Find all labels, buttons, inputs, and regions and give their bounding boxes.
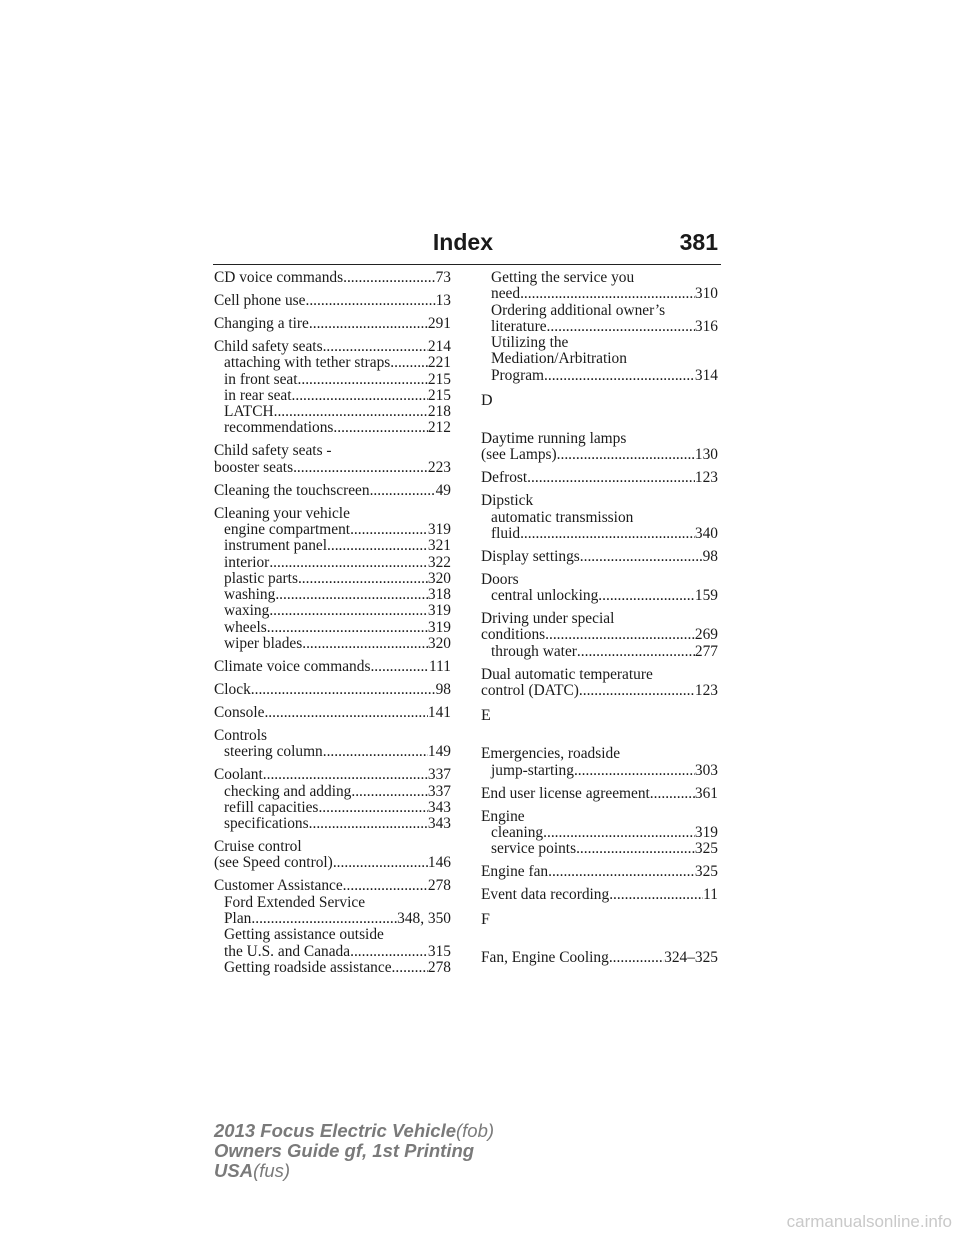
entry-text: Getting the service you [491,269,635,286]
dot-leader [274,404,428,420]
page-reference: 321 [427,537,451,555]
entry-text: Utilizing the [491,334,569,352]
index-entry [214,682,451,698]
page-reference: 212 [427,419,451,437]
index-line [214,839,451,855]
page-reference: 325 [694,840,718,858]
page-reference: 319 [694,823,718,841]
dot-leader [309,316,428,332]
index-line [481,627,718,643]
entry-text: Getting assistance outside [224,926,384,944]
entry-text: Cruise control [214,838,302,856]
page-reference: 337 [427,782,451,800]
index-entry [481,746,718,779]
index-subentry [214,372,451,388]
entry-text: engine compartment [224,520,351,538]
index-entry [481,950,718,966]
section-letter: E [481,707,491,725]
index-line [481,549,718,565]
page-reference: 343 [427,815,451,833]
page-reference: 319 [427,602,451,620]
index-subentry [481,286,718,302]
dot-leader [333,855,428,871]
page-reference: 278 [427,877,451,895]
dot-leader [576,841,695,857]
page-reference: 123 [694,682,718,700]
entry-text: wiper blades [224,635,303,653]
index-subentry [214,800,451,816]
dot-leader [305,293,435,309]
dot-leader [302,636,428,652]
entry-text: Fan, Engine Cooling [481,949,609,967]
index-entry [481,786,718,802]
index-line [481,864,718,880]
dot-leader [579,683,695,699]
dot-leader [275,587,428,603]
index-line [214,878,451,894]
entry-text: Getting roadside assistance [224,958,392,976]
index-subentry [214,538,451,554]
index-subentry [214,816,451,832]
entry-text: Program [491,366,545,384]
index-entry [214,705,451,721]
page-reference: 320 [427,635,451,653]
dot-leader [598,588,695,604]
index-subentry [481,368,718,384]
page-reference: 315 [427,942,451,960]
index-entry [481,809,718,858]
page-reference: 13 [435,291,451,309]
index-line [214,339,451,355]
index-line [481,887,718,903]
index-subentry [481,335,718,351]
dot-leader [545,627,695,643]
page-reference: 348, 350 [397,910,451,928]
entry-text: Child safety seats - [214,442,332,460]
index-line [214,483,451,499]
page-reference: 215 [427,370,451,388]
page-reference: 123 [694,469,718,487]
entry-text: Emergencies, roadside [481,745,621,763]
page-reference: 149 [427,743,451,761]
dot-leader [370,483,436,499]
index-column-right [481,270,718,973]
dot-leader [548,864,695,880]
index-entry [214,483,451,499]
dot-leader [251,911,397,927]
index-line [481,950,718,966]
dot-leader [650,786,695,802]
dot-leader [350,522,428,538]
page-title: Index [432,229,493,255]
dot-leader [609,887,703,903]
entry-text: Climate voice commands [214,658,371,676]
entry-text: through water [491,642,577,660]
entry-text: checking and adding [224,782,352,800]
index-line [481,683,718,699]
entry-text: service points [491,840,577,858]
page-number: 381 [679,229,718,255]
index-line [214,659,451,675]
index-line [481,447,718,463]
index-subentry [481,841,718,857]
page-reference: 325 [694,863,718,881]
section-letter: F [481,911,490,929]
dot-leader [577,644,695,660]
index-line [481,667,718,683]
entry-text: End user license agreement [481,784,650,802]
footer-model: 2013 Focus Electric Vehicle [214,1120,456,1141]
page-reference: 11 [703,886,718,904]
index-subentry [214,603,451,619]
entry-text: Ford Extended Service [224,893,366,911]
index-entry [214,316,451,332]
index-line [481,786,718,802]
index-subentry [214,911,451,927]
entry-text: Defrost [481,469,528,487]
dot-leader [370,659,429,675]
index-line [214,293,451,309]
footer-printing: Owners Guide gf, 1st Printing [214,1140,475,1161]
index-subentry [481,303,718,319]
index-entry [481,431,718,464]
entry-text: attaching with tether straps [224,354,391,372]
page-reference: 278 [427,958,451,976]
entry-text: Mediation/Arbitration [491,350,627,368]
entry-text: literature [491,317,547,335]
entry-text: Coolant [214,766,263,784]
entry-text: specifications [224,815,309,833]
page-reference: 141 [427,704,451,722]
dot-leader [293,460,428,476]
entry-text: Daytime running lamps [481,430,627,448]
index-subentry [481,510,718,526]
entry-text: Cleaning your vehicle [214,504,350,522]
index-subentry [214,571,451,587]
index-entry [481,611,718,660]
entry-text: Controls [214,727,268,744]
index-subentry [481,270,718,286]
index-subentry [481,526,718,542]
index-entry [214,878,451,976]
entry-text: Ordering additional owner’s [491,301,666,319]
dot-leader [333,420,427,436]
entry-text: Customer Assistance [214,877,343,895]
document-footer [214,1121,494,1181]
page-reference: 223 [427,458,451,476]
index-subentry [214,522,451,538]
page-reference: 319 [427,520,451,538]
page-reference: 218 [427,403,451,421]
entry-text: booster seats [214,458,294,476]
page-reference: 73 [435,269,451,286]
index-line [214,506,451,522]
entry-text: steering column [224,743,323,761]
page-reference: 221 [427,354,451,372]
page-reference: 310 [694,285,718,303]
index-subentry [481,825,718,841]
index-entry [481,270,718,384]
index-entry [214,659,451,675]
entry-text: wheels [224,618,267,636]
index-entry [481,549,718,565]
entry-text: fluid [491,524,521,542]
page-reference: 361 [694,784,718,802]
watermark: carmanualsonline.info [786,1212,952,1231]
entry-text: Dual automatic temperature [481,665,653,683]
dot-leader [263,767,428,783]
entry-text: Doors [481,570,519,588]
entry-text: Dipstick [481,492,534,510]
entry-text: (see Speed control) [214,854,333,872]
index-line [481,470,718,486]
index-entry [214,339,451,437]
index-subentry [481,763,718,779]
dot-leader [269,603,428,619]
index-line [214,767,451,783]
index-subentry [214,388,451,404]
entry-text: Engine fan [481,863,549,881]
entry-text: in front seat [224,370,298,388]
entry-text: central unlocking [491,587,599,605]
index-line [214,316,451,332]
page-reference: 303 [694,761,718,779]
page-reference: 111 [429,658,451,676]
dot-leader [267,620,428,636]
index-line [214,682,451,698]
index-entry [481,864,718,880]
index-line [481,611,718,627]
index-column-left [214,270,451,983]
page-reference: 318 [427,586,451,604]
index-subentry [214,784,451,800]
dot-leader [318,800,427,816]
entry-text: Engine [481,807,525,825]
page-header [213,228,721,265]
index-subentry [214,420,451,436]
entry-text: CD voice commands [214,269,344,286]
dot-leader [580,549,703,565]
footer-model-code: (fob) [456,1120,495,1141]
index-entry [481,572,718,605]
index-line [214,728,451,744]
dot-leader [309,816,428,832]
dot-leader [264,705,427,721]
footer-line-3 [214,1161,494,1181]
page-reference: 215 [427,386,451,404]
entry-text: need [491,285,521,303]
index-subentry [214,927,451,943]
entry-text: Changing a tire [214,314,309,332]
page-reference: 277 [694,642,718,660]
index-subentry [214,355,451,371]
page-reference: 316 [694,317,718,335]
index-entry [214,839,451,872]
dot-leader [547,319,695,335]
index-subentry [214,587,451,603]
dot-leader [327,538,428,554]
entry-text: washing [224,586,276,604]
index-entry [481,887,718,903]
index-entry [214,270,451,286]
page-reference: 322 [427,553,451,571]
dot-leader [350,944,428,960]
page-reference: 98 [435,681,451,699]
entry-text: cleaning [491,823,544,841]
index-line [214,270,451,286]
dot-leader [527,470,695,486]
entry-text: interior [224,553,270,571]
entry-text: conditions [481,626,546,644]
entry-text: instrument panel [224,537,328,555]
entry-text: Child safety seats [214,337,323,355]
dot-leader [343,270,436,286]
dot-leader [543,825,695,841]
page-reference: 214 [427,337,451,355]
page-reference: 146 [427,854,451,872]
index-subentry [214,404,451,420]
index-subentry [214,744,451,760]
index-subentry [214,620,451,636]
dot-leader [574,763,695,779]
index-subentry [481,588,718,604]
entry-text: (see Lamps) [481,446,557,464]
index-subentry [214,555,451,571]
dot-leader [392,960,428,976]
index-entry [481,667,718,700]
entry-text: LATCH [224,403,274,421]
dot-leader [343,878,428,894]
entry-text: control (DATC) [481,682,579,700]
dot-leader [298,372,428,388]
index-entry [481,493,718,542]
index-subentry [214,960,451,976]
index-line [481,809,718,825]
dot-leader [251,682,436,698]
entry-text: Clock [214,681,251,699]
page-reference: 337 [427,766,451,784]
footer-market: USA [214,1160,254,1181]
page-reference: 49 [435,481,451,499]
page-reference: 320 [427,569,451,587]
index-line [481,572,718,588]
entry-text: recommendations [224,419,334,437]
dot-leader [520,286,695,302]
dot-leader [323,744,428,760]
dot-leader [298,571,428,587]
dot-leader [557,447,695,463]
index-entry [214,506,451,653]
entry-text: Event data recording [481,886,610,904]
section-letter: D [481,392,493,410]
dot-leader [292,388,428,404]
page-reference: 159 [694,587,718,605]
page-reference: 314 [694,366,718,384]
entry-text: refill capacities [224,798,319,816]
dot-leader [520,526,695,542]
page-reference: 98 [702,547,718,565]
page-reference: 324–325 [664,949,718,967]
dot-leader [351,784,428,800]
entry-text: Cleaning the touchscreen [214,481,370,499]
dot-leader [323,339,428,355]
index-line [481,431,718,447]
index-subentry [214,944,451,960]
entry-text: Console [214,704,265,722]
index-subentry [481,351,718,367]
dot-leader [544,368,695,384]
entry-text: Cell phone use [214,291,306,309]
index-subentry [214,895,451,911]
dot-leader [609,950,664,966]
dot-leader [390,355,428,371]
index-line [481,746,718,762]
page-reference: 130 [694,446,718,464]
entry-text: plastic parts [224,569,298,587]
index-line [214,855,451,871]
entry-text: Display settings [481,547,580,565]
index-line [214,705,451,721]
page-reference: 269 [694,626,718,644]
index-entry [214,443,451,476]
page-reference: 340 [694,524,718,542]
entry-text: the U.S. and Canada [224,942,351,960]
index-entry [214,767,451,832]
page-reference: 343 [427,798,451,816]
footer-line-2 [214,1141,494,1161]
entry-text: automatic transmission [491,508,634,526]
footer-market-code: (fus) [253,1160,291,1181]
entry-text: jump-starting [491,761,574,779]
index-subentry [481,644,718,660]
index-entry [214,728,451,761]
dot-leader [269,555,428,571]
page-reference: 291 [427,314,451,332]
index-subentry [481,319,718,335]
index-subentry [214,636,451,652]
index-entry [214,293,451,309]
entry-text: waxing [224,602,270,620]
index-entry [481,470,718,486]
entry-text: in rear seat [224,386,292,404]
footer-line-1 [214,1121,494,1141]
entry-text: Driving under special [481,610,615,628]
index-line [481,493,718,509]
index-line [214,443,451,459]
page-reference: 319 [427,618,451,636]
entry-text: Plan [224,910,252,928]
index-line [214,460,451,476]
